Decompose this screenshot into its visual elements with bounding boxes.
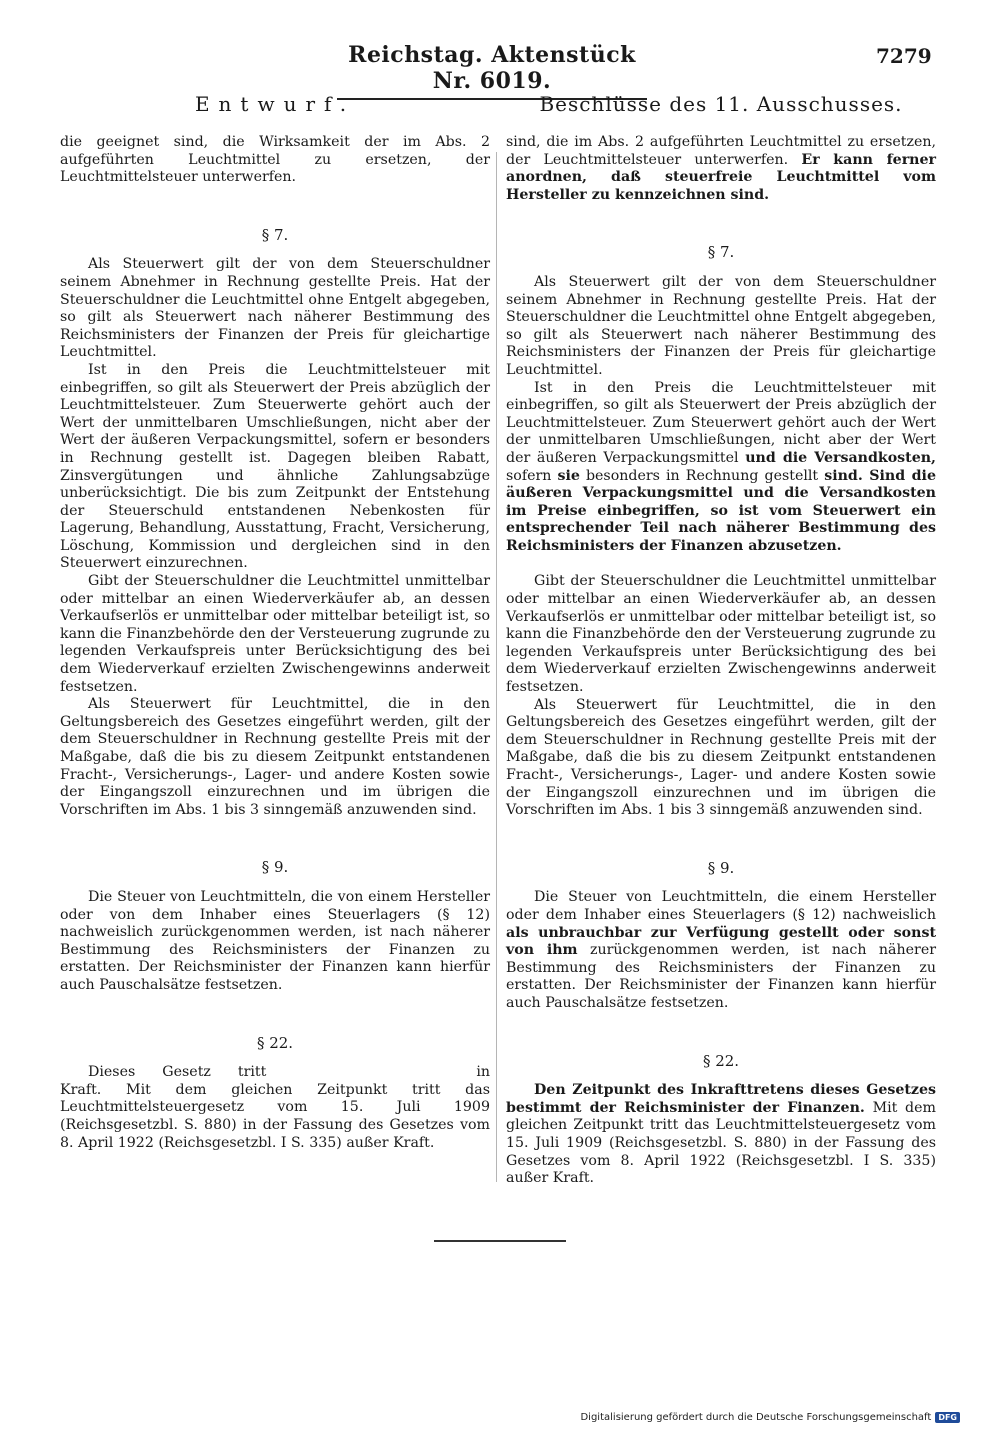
- right-cont-plain: sind, die im Abs. 2 aufgeführten Leuchtmittel zu ersetzen, der Leuchtmittelsteuer unterwerfen.: [506, 134, 936, 168]
- left-section-9-heading: § 9.: [261, 858, 289, 877]
- left-s22-paragraph: [60, 1064, 490, 1152]
- left-column-heading: Entwurf.: [194, 92, 356, 116]
- left-s7-paragraph-2: Ist in den Preis die Leuchtmittelsteuer mit einbegriffen, so gilt als Steuerwert der Preis abzüglich der Leuchtmittelsteuer. Zum Steuerwerte gehört auch der Wert der unmittelbaren Umschließungen, nicht aber der Wert der äußeren Verpackungsmittel, sofern er besonders in Rechnung gestellt ist. Dagegen bleiben Rabatt, Zinsvergütungen und ähnliche Zahlungsabzüge unberücksichtigt. Die bis zum Zeitpunkt der Entstehung der Steuerschuld entstandenen Nebenkosten für Lagerung, Behandlung, Ausstattung, Fracht, Versicherung, Löschung, Kommission und dergleichen sind in den Steuerwert einzurechnen.: [60, 361, 490, 572]
- right-s22-paragraph: [506, 1082, 936, 1188]
- right-column-heading: Beschlüsse des 11. Ausschusses.: [539, 92, 903, 116]
- left-section-7-heading: § 7.: [261, 225, 289, 244]
- end-rule: [434, 1240, 566, 1242]
- header-title: Reichstag. Aktenstück Nr. 6019.: [337, 42, 647, 100]
- column-divider: [496, 152, 497, 1182]
- right-s7-p2-amend-3: sind. Sind die äußeren Verpackungsmittel und die Versandkosten im Preise einbegriffen, so ist vom Steuerwert ein entsprechender Teil nach näherer Bestimmung des Reichsministers der Finanzen abzusetzen.: [506, 467, 936, 554]
- footer-note-text: Digitalisierung gefördert durch die Deutsche Forschungsgemeinschaft: [580, 1412, 932, 1423]
- right-column-committee: [506, 88, 936, 1188]
- right-s7-p2-amend-2: sie: [557, 467, 580, 484]
- right-s9-amendment: als unbrauchbar zur Verfügung gestellt oder sonst von ihm: [506, 924, 936, 959]
- left-s22-text-in: in: [476, 1064, 490, 1081]
- right-s7-paragraph-3: Gibt der Steuerschuldner die Leuchtmittel unmittelbar oder mittelbar an einen Wiederverkäufer ab, an dessen Verkaufserlös er unmittelbar oder mittelbar beteiligt ist, so kann die Finanzbehörde den der Versteuerung zugrunde zu legenden Verkaufspreis unter Berücksichtigung des bei dem Wiederverkauf erzielten Zwischengewinns anderweit festsetzen.: [506, 573, 936, 696]
- right-s7-p2-part-c: sofern: [506, 467, 552, 484]
- left-s7-paragraph-3: Gibt der Steuerschuldner die Leuchtmittel unmittelbar oder mittelbar an einen Wiederverkäufer ab, an dessen Verkaufserlös er unmittelbar oder mittelbar beteiligt ist, so kann die Finanzbehörde den der Versteuerung zugrunde zu legenden Verkaufspreis unter Berücksichtigung des bei dem Wiederverkauf erzielten Zwischengewinns anderweit festsetzen.: [60, 573, 490, 695]
- right-s22-rest: Mit dem gleichen Zeitpunkt tritt das Leuchtmittelsteuergesetz vom 15. Juli 1909 (Reichsgesetzbl. S. 880) in der Fassung des Gesetzes vom 8. April 1922 (Reichsgesetzbl. I S. 335) außer Kraft.: [506, 1099, 936, 1187]
- right-section-7-heading: § 7.: [707, 243, 735, 262]
- left-column-draft: [60, 88, 490, 1152]
- left-s9-paragraph: Die Steuer von Leuchtmitteln, die von einem Hersteller oder von dem Inhaber eines Steuerlagers (§ 12) nachweislich zurückgenommen werden, ist nach näherer Bestimmung des Reichsministers der Finanzen zu erstatten. Der Reichsminister der Finanzen kann hierfür auch Pauschalsätze festsetzen.: [60, 888, 490, 993]
- left-section-22-heading: § 22.: [256, 1033, 294, 1052]
- left-s7-paragraph-1: Als Steuerwert gilt der von dem Steuerschuldner seinem Abnehmer in Rechnung gestellte Preis. Hat der Steuerschuldner die Leuchtmittel ohne Entgelt abgegeben, so gilt als Steuerwert nach näherer Bestimmung des Reichsministers der Finanzen der Preis für gleichartige Leuchtmittel.: [60, 256, 490, 361]
- right-s7-paragraph-4: Als Steuerwert für Leuchtmittel, die in den Geltungsbereich des Gesetzes eingeführt werden, gilt der dem Steuerschuldner in Rechnung gestellte Preis mit der Maßgabe, daß die bis zu diesem Zeitpunkt entstandenen Fracht-, Versicherungs-, Lager- und andere Kosten sowie der Eingangszoll einzurechnen und im übrigen die Vorschriften im Abs. 1 bis 3 sinngemäß anzuwenden sind.: [506, 696, 936, 819]
- right-section-22-heading: § 22.: [702, 1051, 740, 1070]
- right-section-9-heading: § 9.: [707, 858, 735, 877]
- right-s7-p2-amend-1: und die Versandkosten,: [745, 449, 936, 466]
- right-s9-part-a: Die Steuer von Leuchtmitteln, die einem Hersteller oder dem Inhaber eines Steuerlagers (§ 12) nachweislich: [506, 889, 936, 923]
- left-s22-text-rest: Kraft. Mit dem gleichen Zeitpunkt tritt das Leuchtmittelsteuergesetz vom 15. Juli 1909 (Reichsgesetzbl. S. 880) in der Fassung des Gesetzes vom 8. April 1922 (Reichsgesetzbl. I S. 335) außer Kraft.: [60, 1081, 490, 1151]
- right-s7-p2-part-a: Ist in den Preis die Leuchtmittelsteuer mit einbegriffen, so gilt als Steuerwert der Preis abzüglich der Leuchtmittelsteuer. Zum Steuerwert gehört auch der Wert der unmittelbaren Umschließungen, nicht aber der Wert der äußeren Verpackungsmittel: [506, 379, 936, 466]
- right-s9-part-c: zurückgenommen werden, ist nach näherer Bestimmung des Reichsministers der Finanzen zu erstatten. Der Reichsminister der Finanzen kann hierfür auch Pauschalsätze festsetzen.: [506, 942, 936, 1011]
- left-continuation-text: die geeignet sind, die Wirksamkeit der im Abs. 2 aufgeführten Leuchtmittel zu ersetzen, der Leuchtmittelsteuer unterwerfen.: [60, 134, 490, 186]
- right-s7-p2-part-e: besonders in Rechnung gestellt: [585, 467, 819, 484]
- right-s7-paragraph-1: Als Steuerwert gilt der von dem Steuerschuldner seinem Abnehmer in Rechnung gestellte Preis. Hat der Steuerschuldner die Leuchtmittel ohne Entgelt abgegeben, so gilt als Steuerwert nach näherer Bestimmung des Reichsministers der Finanzen der Preis für gleichartige Leuchtmittel.: [506, 273, 936, 378]
- left-s22-text-start: Dieses Gesetz tritt: [88, 1064, 267, 1081]
- dfg-logo: DFG: [935, 1412, 960, 1423]
- right-s9-paragraph: [506, 889, 936, 1012]
- right-s22-amendment: Den Zeitpunkt des Inkrafttretens dieses Gesetzes bestimmt der Reichsminister der Finanzen.: [506, 1082, 936, 1116]
- footer-note: [580, 1412, 960, 1423]
- left-s7-paragraph-4: Als Steuerwert für Leuchtmittel, die in den Geltungsbereich des Gesetzes eingeführt werden, gilt der dem Steuerschuldner in Rechnung gestellte Preis mit der Maßgabe, daß die bis zu diesem Zeitpunkt entstandenen Fracht-, Versicherungs-, Lager- und andere Kosten sowie der Eingangszoll einzurechnen und im übrigen die Vorschriften im Abs. 1 bis 3 sinngemäß anzuwenden sind.: [60, 696, 490, 818]
- page-number: 7279: [876, 44, 932, 68]
- right-cont-amendment: Er kann ferner anordnen, daß steuerfreie Leuchtmittel vom Hersteller zu kennzeichnen sind.: [506, 151, 937, 203]
- right-s7-paragraph-2: [506, 380, 936, 556]
- page-header: [0, 42, 1000, 94]
- right-continuation-text: [506, 134, 936, 204]
